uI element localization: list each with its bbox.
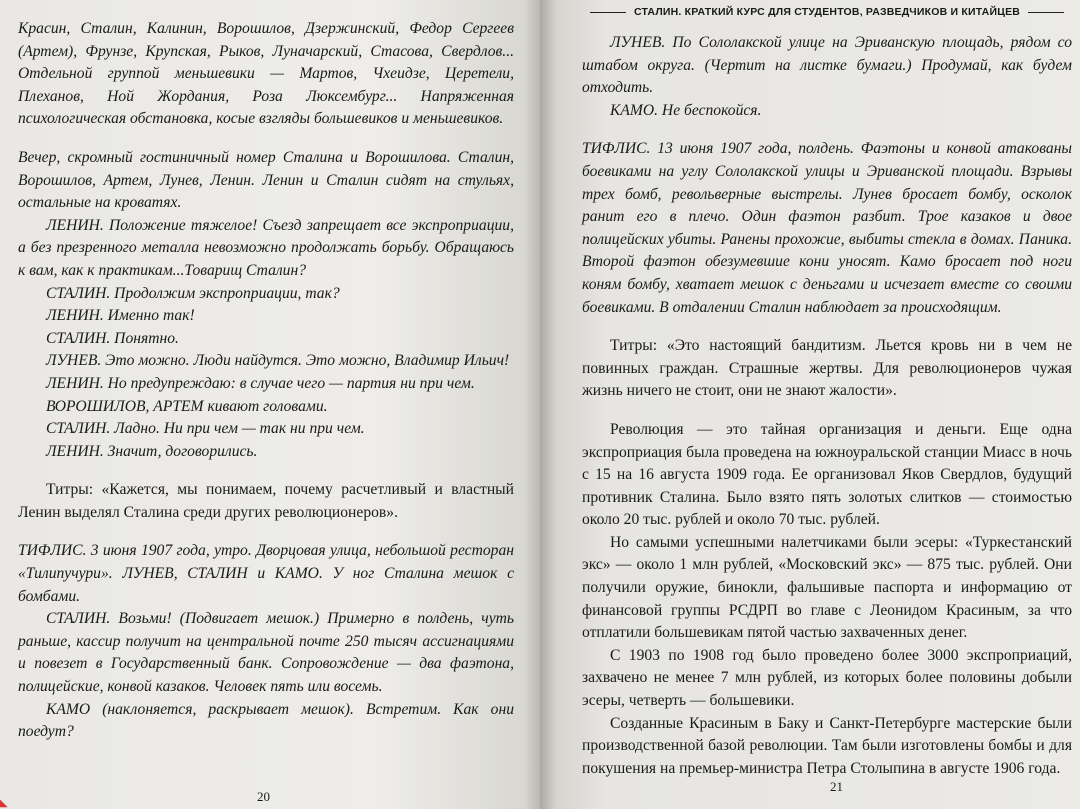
page-number-left: 20 [257, 789, 270, 804]
prose-block [18, 479, 514, 524]
paragraph: Но самыми успешными налетчиками были эсеры: «Туркестанский экс» — около 1 млн рублей, «Московский экс» — 875 тыс. рублей. Они получили оружие, бинокли, фальшивые паспорта и информацию от финансовой группы РСДРП во главе с Леонидом Красиным, за что отплатили большевикам пятой частью захваченных денег. [582, 533, 1072, 642]
paragraph: КАМО. Не беспокойся. [610, 101, 762, 119]
paragraph: СТАЛИН. Возьми! (Подвигает мешок.) Примерно в полдень, чуть раньше, кассир получит на центральной почте 250 тысяч ассигнациями и повезет в Государственный банк. Сопровождение — два фаэтона, полицейские, конвой казаков. Человек пять или восемь. [18, 610, 514, 696]
block-gap [582, 122, 1072, 138]
paragraph: С 1903 по 1908 год было проведено более 3000 экспроприаций, захвачено не менее 7 млн рублей, из которых более половины добыли эсеры, четверть — большевики. [582, 646, 1072, 710]
script-block [582, 32, 1072, 122]
header-rule-left [590, 12, 626, 13]
right-page-text [582, 32, 1072, 780]
block-gap [18, 131, 514, 147]
paragraph: ЛЕНИН. Но предупреждаю: в случае чего — партия ни при чем. [46, 374, 475, 392]
paragraph: Титры: «Это настоящий бандитизм. Льется кровь ни в чем не повинных граждан. Страшные жертвы. Для революционеров чужая жизнь ничего не стоит, они не знают жалости». [582, 337, 1072, 400]
right-page [540, 0, 1080, 809]
paragraph: ЛУНЕВ. По Сололакской улице на Эриванскую площадь, рядом со штабом округа. (Чертит на листке бумаги.) Продумай, как будем отходить. [582, 34, 1072, 97]
paragraph: ТИФЛИС. 3 июня 1907 года, утро. Дворцовая улица, небольшой ресторан «Тилипучури». ЛУНЕВ, СТАЛИН и КАМО. У ног Сталина мешок с бомбами. [18, 542, 514, 605]
script-block [582, 138, 1072, 319]
block-gap [582, 403, 1072, 419]
paragraph: ВОРОШИЛОВ, АРТЕМ кивают головами. [46, 397, 328, 415]
running-title: СТАЛИН. КРАТКИЙ КУРС ДЛЯ СТУДЕНТОВ, РАЗВЕДЧИКОВ И КИТАЙЦЕВ [633, 6, 1021, 18]
prose-block [582, 335, 1072, 403]
page-number-right: 21 [830, 779, 843, 794]
paragraph: ЛЕНИН. Положение тяжелое! Съезд запрещает все экспроприации, а без презренного металла невозможно продолжать борьбу. Обращаюсь к вам, как к практикам...Товарищ Сталин? [18, 216, 514, 279]
block-gap [18, 463, 514, 479]
script-block [18, 540, 514, 743]
paragraph: Титры: «Кажется, мы понимаем, почему расчетливый и властный Ленин выделял Сталина среди других революционеров». [18, 481, 514, 521]
paragraph: ЛЕНИН. Значит, договорились. [46, 442, 258, 460]
paragraph: Революция — это тайная организация и деньги. Еще одна экспроприация была проведена на южноуральской станции Миасс в ночь с 15 на 16 августа 1909 года. Ее организовал Яков Свердлов, будущий противник Сталина. Было взято пять золотых слитков — стоимостью около 20 тыс. рублей и около 70 тыс. рублей. [582, 420, 1072, 529]
running-header [582, 6, 1072, 18]
paragraph: ЛУНЕВ. Это можно. Люди найдутся. Это можно, Владимир Ильич! [46, 352, 510, 370]
left-page-text [18, 18, 514, 744]
block-gap [582, 319, 1072, 335]
header-rule-right [1028, 12, 1064, 13]
script-block [18, 147, 514, 463]
paragraph: КАМО (наклоняется, раскрывает мешок). Встретим. Как они поедут? [18, 700, 514, 741]
paragraph: ЛЕНИН. Именно так! [46, 307, 195, 325]
paragraph: Красин, Сталин, Калинин, Ворошилов, Дзержинский, Федор Сергеев (Артем), Фрунзе, Крупская, Рыков, Луначарский, Стасова, Свердлов... Отдельной группой меньшевики — Мартов, Чхеидзе, Церетели, Плеханов, Ной Жордания, Роза Люксембург... Напряженная психологическая обстановка, косые взгляды большевиков и меньшевиков. [18, 20, 514, 128]
paragraph: СТАЛИН. Понятно. [46, 329, 179, 347]
paragraph: СТАЛИН. Ладно. Ни при чем — так ни при чем. [46, 420, 365, 438]
prose-block [582, 419, 1072, 781]
corner-mark-icon: ◣ [0, 798, 8, 809]
block-gap [18, 524, 514, 540]
paragraph: Созданные Красиным в Баку и Санкт-Петербурге мастерские были производственной базой революции. Там были изготовлены бомбы и для покушения на премьер-министра Петра Столыпина в августе 1906 года. [582, 714, 1072, 777]
paragraph: ТИФЛИС. 13 июня 1907 года, полдень. Фаэтоны и конвой атакованы боевиками на углу Сололакской улицы и Эриванской площади. Взрывы трех бомб, револьверные выстрелы. Лунев бросает бомбу, осколок ранит его в плечо. Один фаэтон разбит. Трое казаков и двое полицейских убиты. Ранены прохожие, выбиты стекла в домах. Паника. Второй фаэтон обезумевшие кони уносят. Камо бросает под ноги коням бомбу, хватает мешок с деньгами и исчезает вместе со своими боевиками. В отдалении Сталин наблюдает за происходящим. [582, 140, 1072, 316]
paragraph: Вечер, скромный гостиничный номер Сталина и Ворошилова. Сталин, Ворошилов, Артем, Лунев, Ленин. Ленин и Сталин сидят на стульях, остальные на кроватях. [18, 148, 514, 212]
script-block [18, 18, 514, 131]
paragraph: СТАЛИН. Продолжим экспроприации, так? [46, 284, 340, 302]
